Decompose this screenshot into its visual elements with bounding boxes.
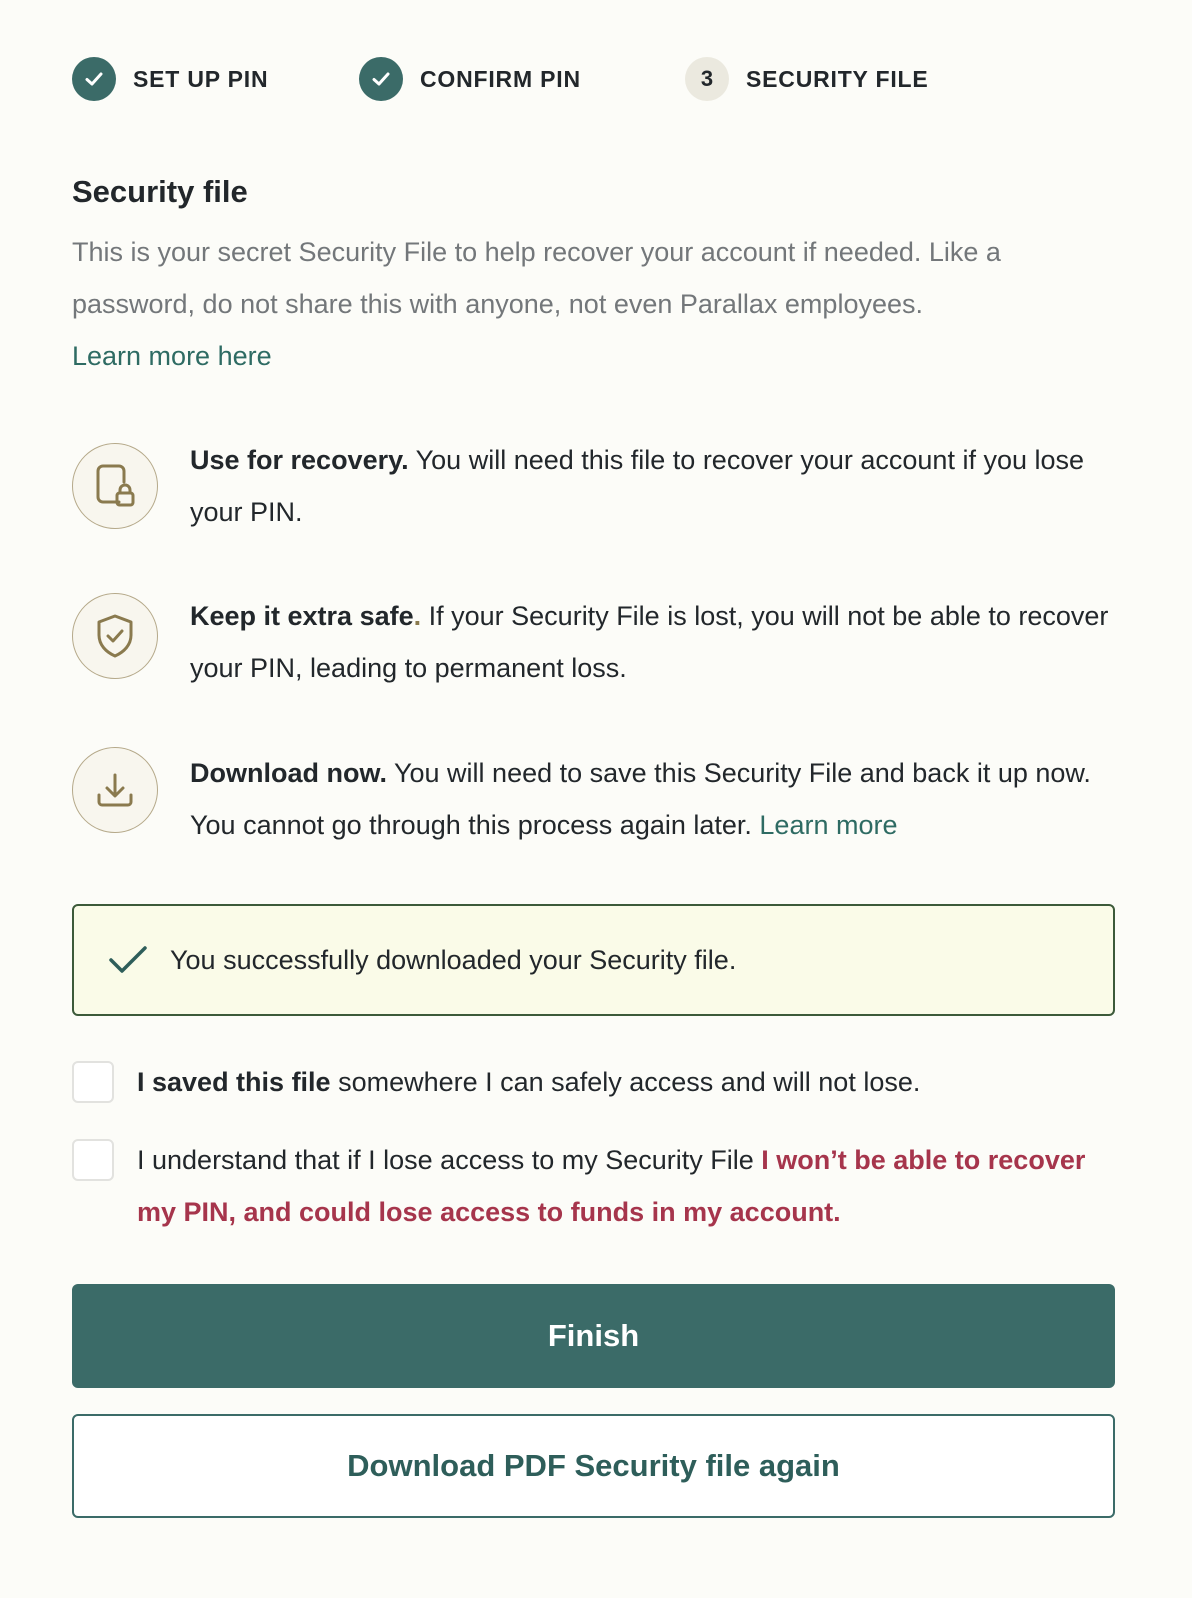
learn-more-here-link[interactable]: Learn more here (72, 341, 272, 371)
saved-file-checkbox[interactable] (72, 1061, 114, 1103)
check-icon (72, 57, 116, 101)
check-icon (108, 940, 148, 980)
label-body: somewhere I can safely access and will not lose. (330, 1067, 921, 1097)
finish-button[interactable]: Finish (72, 1284, 1115, 1388)
feature-download-text (190, 747, 1130, 851)
feature-body: You will need this file to recover your account if you lose your PIN. (190, 445, 1085, 527)
check-icon (359, 57, 403, 101)
feature-title: Use for recovery. (190, 445, 409, 475)
stepper (72, 57, 1116, 101)
saved-file-label (137, 1056, 1117, 1108)
intro-text (72, 226, 1116, 382)
step-set-up-pin (72, 57, 268, 101)
page-title: Security file (72, 174, 248, 209)
step-security-file (685, 57, 929, 101)
feature-title-dot: . (413, 601, 422, 631)
step-label: CONFIRM PIN (420, 65, 581, 92)
download-again-button[interactable]: Download PDF Security file again (72, 1414, 1115, 1518)
step-label: SET UP PIN (133, 65, 269, 92)
feature-recovery-text (190, 434, 1130, 538)
label-warning: I won’t be able to recover my PIN, and could lose access to funds in my account. (137, 1145, 1086, 1227)
shield-check-icon (72, 593, 158, 679)
understand-risk-label (137, 1134, 1117, 1238)
feature-keep-safe-text (190, 590, 1130, 694)
file-lock-icon (72, 443, 158, 529)
learn-more-link[interactable]: Learn more (759, 810, 898, 840)
intro-body: This is your secret Security File to help recover your account if needed. Like a password, do not share this with anyone, not even Parallax employees. (72, 237, 1001, 319)
download-icon (72, 747, 158, 833)
feature-title: Keep it extra safe (190, 601, 414, 631)
step-number: 3 (685, 57, 729, 101)
understand-risk-checkbox[interactable] (72, 1139, 114, 1181)
feature-title: Download now. (190, 758, 387, 788)
step-label: SECURITY FILE (746, 65, 929, 92)
feature-body: If your Security File is lost, you will not be able to recover your PIN, leading to permanent loss. (190, 601, 1109, 683)
success-banner (72, 904, 1115, 1016)
label-bold: I saved this file (137, 1067, 331, 1097)
step-confirm-pin (359, 57, 581, 101)
feature-body: You will need to save this Security File and back it up now. You cannot go through this process again later. (190, 758, 1091, 840)
label-body: I understand that if I lose access to my Security File (137, 1145, 762, 1175)
success-message: You successfully downloaded your Security file. (170, 944, 737, 975)
